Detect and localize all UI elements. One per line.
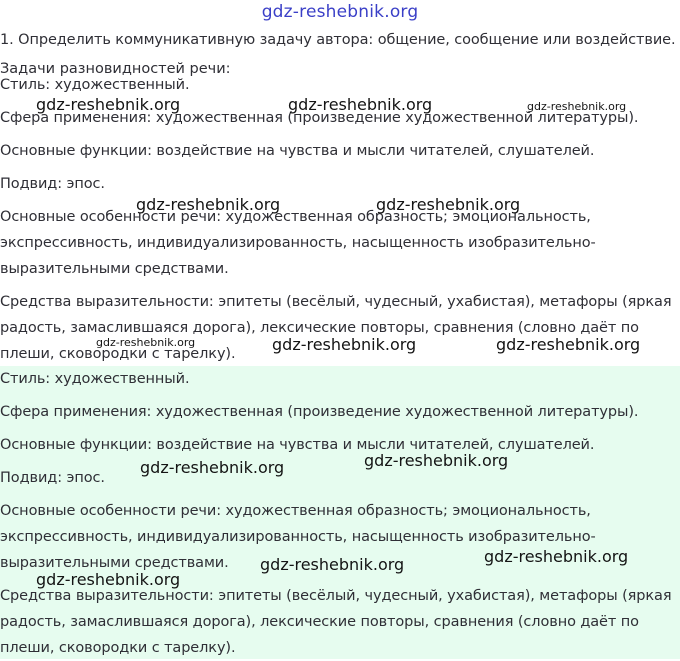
block1-features — [0, 204, 596, 282]
block1-means — [0, 289, 671, 367]
watermark: gdz-reshebnik.org — [260, 555, 405, 574]
block2-sphere: Сфера применения: художественная (произведение художественной литературы). — [0, 404, 639, 420]
block1-features-line: Основные особенности речи: художественная образность; эмоциональность, — [0, 209, 591, 225]
watermark: gdz-reshebnik.org — [36, 570, 181, 589]
block1-means-line: Средства выразительности: эпитеты (весёлый, чудесный, ухабистая), метафоры (яркая — [0, 294, 672, 310]
watermark: gdz-reshebnik.org — [288, 95, 433, 114]
watermark: gdz-reshebnik.org — [496, 335, 641, 354]
block2-means-line: плеши, сковородки с тарелку). — [0, 640, 236, 656]
block1-substyle: Подвид: эпос. — [0, 176, 105, 192]
watermark: gdz-reshebnik.org — [376, 195, 521, 214]
block2-features-line: экспрессивность, индивидуализированность, насыщенность изобразительно- — [0, 529, 596, 545]
block2-features-line: Основные особенности речи: художественная образность; эмоциональность, — [0, 503, 591, 519]
block2-functions: Основные функции: воздействие на чувства и мысли читателей, слушателей. — [0, 437, 595, 453]
block1-means-line: плеши, сковородки с тарелку). — [0, 346, 236, 362]
watermark: gdz-reshebnik.org — [527, 100, 627, 113]
block2-means-line: Средства выразительности: эпитеты (весёлый, чудесный, ухабистая), метафоры (яркая — [0, 588, 672, 604]
block2-means — [0, 583, 671, 661]
block2-means-line: радость, замаслившаяся дорога), лексические повторы, сравнения (словно даёт по — [0, 614, 639, 630]
block1-features-line: выразительными средствами. — [0, 261, 229, 277]
block1-means-line: радость, замаслившаяся дорога), лексические повторы, сравнения (словно даёт по — [0, 320, 639, 336]
block1-features-line: экспрессивность, индивидуализированность, насыщенность изобразительно- — [0, 235, 596, 251]
block2-style: Стиль: художественный. — [0, 371, 190, 387]
watermark: gdz-reshebnik.org — [136, 195, 281, 214]
partial-heading: Задачи разновидностей речи: — [0, 61, 231, 77]
watermark: gdz-reshebnik.org — [364, 451, 509, 470]
watermark: gdz-reshebnik.org — [36, 95, 181, 114]
block1-functions: Основные функции: воздействие на чувства и мысли читателей, слушателей. — [0, 143, 595, 159]
watermark: gdz-reshebnik.org — [140, 458, 285, 477]
block1-style: Стиль: художественный. — [0, 77, 190, 93]
watermark: gdz-reshebnik.org — [96, 336, 196, 349]
task-text: 1. Определить коммуникативную задачу автора: общение, сообщение или воздействие. — [0, 32, 676, 48]
block1-sphere: Сфера применения: художественная (произведение художественной литературы). — [0, 110, 639, 126]
site-link[interactable]: gdz-reshebnik.org — [261, 2, 419, 22]
block2-substyle: Подвид: эпос. — [0, 470, 105, 486]
watermark: gdz-reshebnik.org — [272, 335, 417, 354]
block2-features-line: выразительными средствами. — [0, 555, 229, 571]
watermark: gdz-reshebnik.org — [484, 547, 629, 566]
